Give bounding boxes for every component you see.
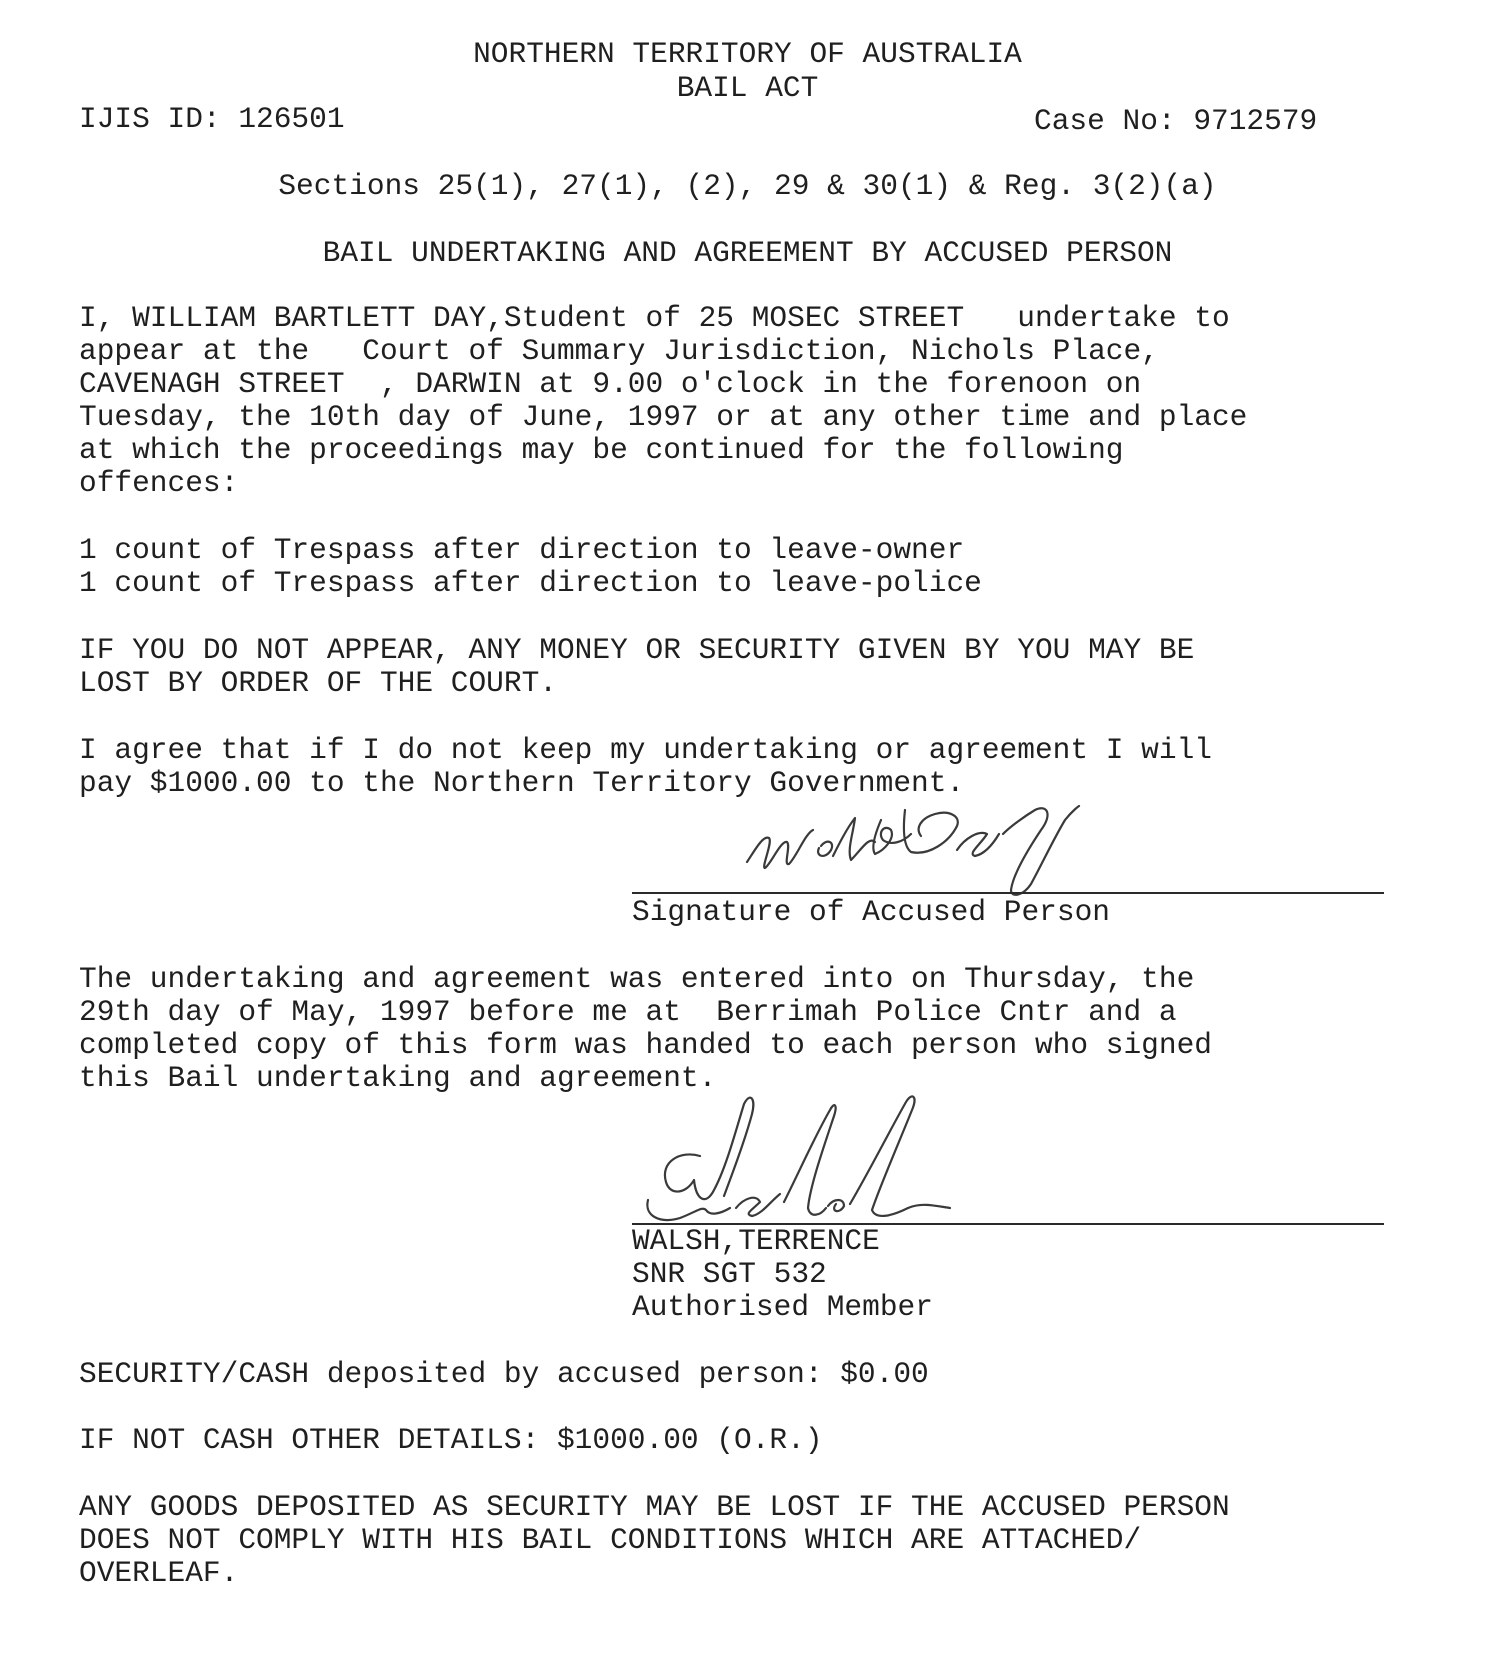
authorised-member-signature-image — [640, 1090, 970, 1230]
authorised-member-name: WALSH,TERRENCE — [632, 1224, 880, 1258]
goods-warning-line: OVERLEAF. — [79, 1556, 239, 1590]
offence-item: 1 count of Trespass after direction to leave-owner — [79, 533, 965, 567]
undertaking-line: appear at the Court of Summary Jurisdiction, Nichols Place, — [79, 334, 1159, 368]
entry-line: completed copy of this form was handed to each person who signed — [79, 1028, 1212, 1062]
ijis-id: IJIS ID: 126501 — [79, 102, 345, 136]
entry-line: The undertaking and agreement was entered into on Thursday, the — [79, 962, 1195, 996]
goods-warning-line: DOES NOT COMPLY WITH HIS BAIL CONDITIONS WHICH ARE ATTACHED/ — [79, 1523, 1142, 1557]
entry-line: this Bail undertaking and agreement. — [79, 1061, 717, 1095]
jurisdiction-heading: NORTHERN TERRITORY OF AUSTRALIA — [473, 37, 1022, 71]
appearance-warning-line: LOST BY ORDER OF THE COURT. — [79, 666, 557, 700]
entry-line: 29th day of May, 1997 before me at Berrimah Police Cntr and a — [79, 995, 1177, 1029]
undertaking-line: Tuesday, the 10th day of June, 1997 or at any other time and place — [79, 400, 1248, 434]
sections-reference: Sections 25(1), 27(1), (2), 29 & 30(1) & Reg. 3(2)(a) — [278, 169, 1217, 203]
agreement-line: I agree that if I do not keep my undertaking or agreement I will — [79, 733, 1212, 767]
offence-item: 1 count of Trespass after direction to leave-police — [79, 566, 982, 600]
accused-signature-line — [632, 892, 1384, 894]
appearance-warning-line: IF YOU DO NOT APPEAR, ANY MONEY OR SECURITY GIVEN BY YOU MAY BE — [79, 633, 1195, 667]
accused-signature-image — [735, 790, 1145, 900]
form-title: BAIL UNDERTAKING AND AGREEMENT BY ACCUSED PERSON — [322, 236, 1173, 270]
undertaking-line: at which the proceedings may be continued for the following — [79, 433, 1124, 467]
security-deposited: SECURITY/CASH deposited by accused person: $0.00 — [79, 1357, 929, 1391]
authorised-member-rank: SNR SGT 532 — [632, 1257, 827, 1291]
undertaking-line: CAVENAGH STREET , DARWIN at 9.00 o'clock in the forenoon on — [79, 367, 1142, 401]
goods-warning-line: ANY GOODS DEPOSITED AS SECURITY MAY BE LOST IF THE ACCUSED PERSON — [79, 1490, 1230, 1524]
accused-signature-label: Signature of Accused Person — [632, 895, 1110, 929]
agreement-line: pay $1000.00 to the Northern Territory Government. — [79, 766, 965, 800]
undertaking-line: offences: — [79, 466, 239, 500]
act-heading: BAIL ACT — [676, 71, 819, 105]
other-security-details: IF NOT CASH OTHER DETAILS: $1000.00 (O.R.) — [79, 1423, 823, 1457]
undertaking-line: I, WILLIAM BARTLETT DAY,Student of 25 MOSEC STREET undertake to — [79, 301, 1230, 335]
authorised-member-role: Authorised Member — [632, 1290, 933, 1324]
case-number: Case No: 9712579 — [1034, 104, 1318, 138]
